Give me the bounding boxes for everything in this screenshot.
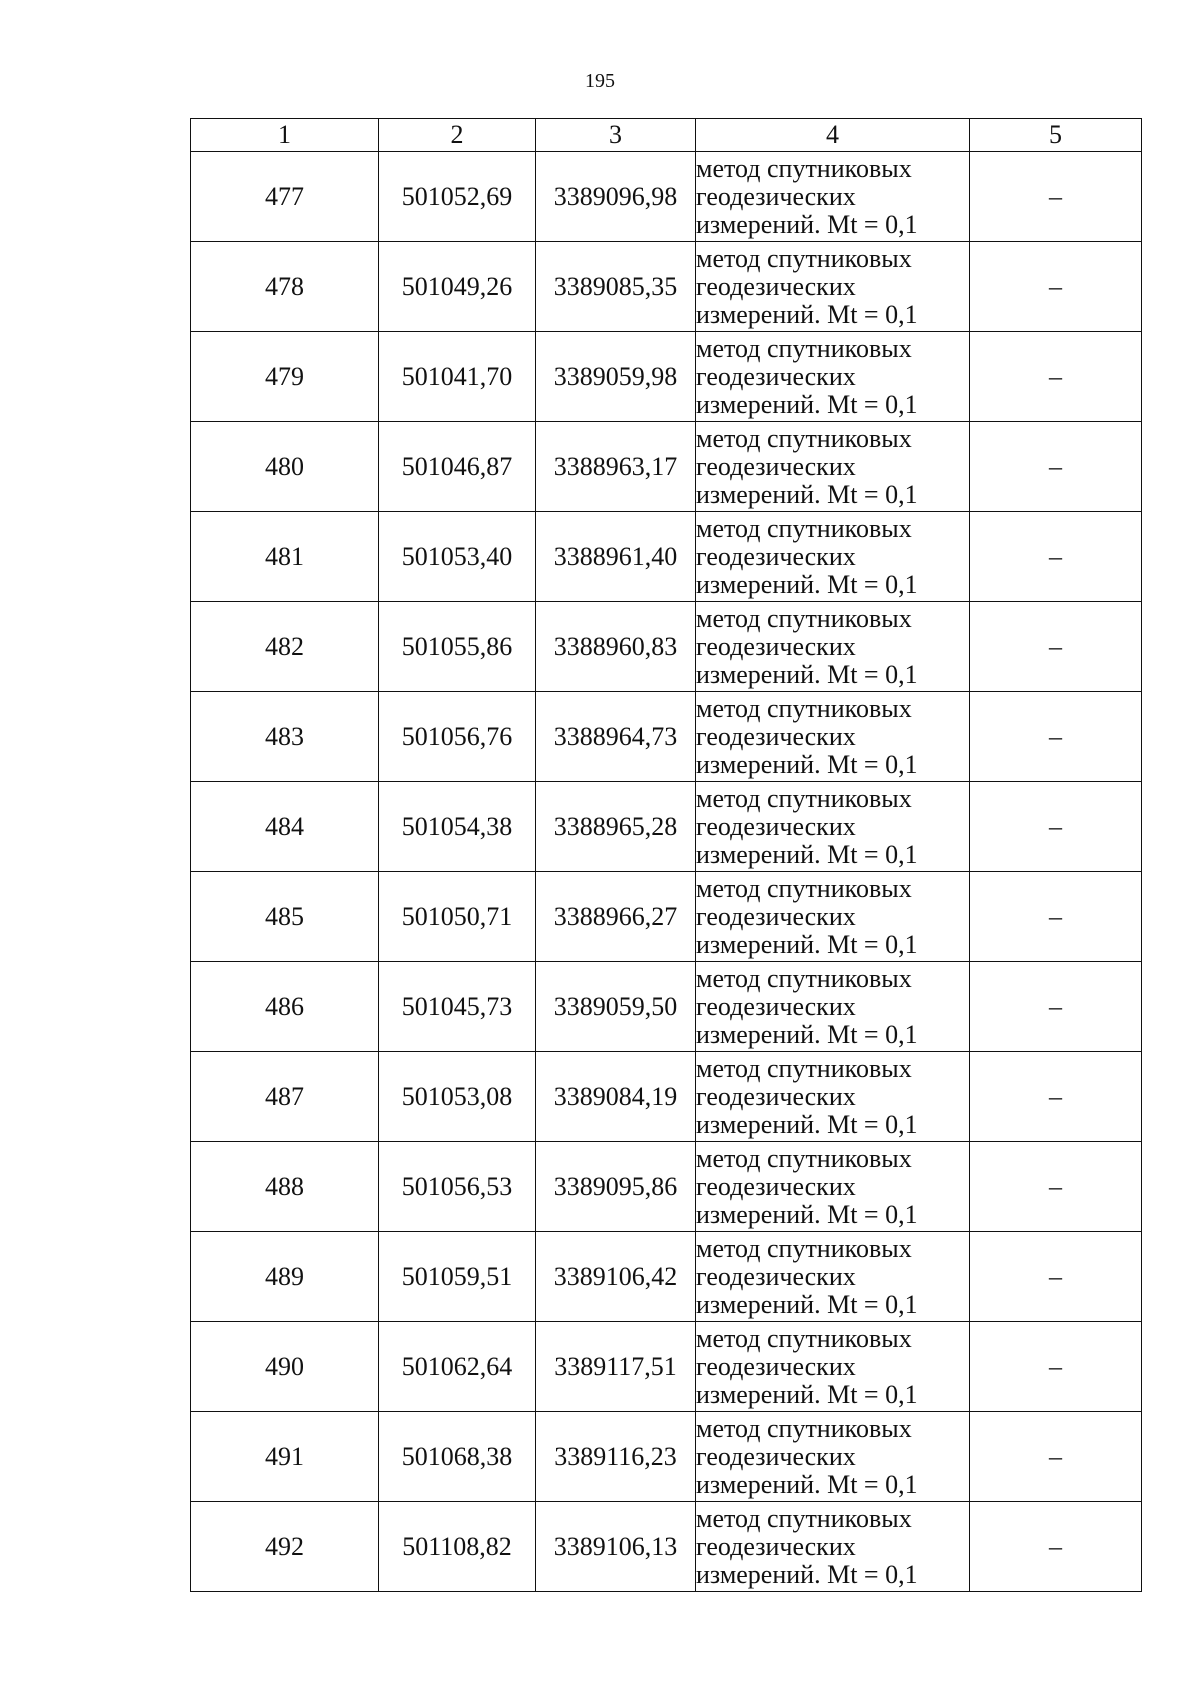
method-cell	[696, 512, 970, 602]
x-coordinate-cell: 501062,64	[379, 1322, 536, 1412]
table-row	[191, 962, 1142, 1052]
table-row	[191, 692, 1142, 782]
method-line: геодезических	[696, 901, 856, 931]
method-line: измерений. Mt = 0,1	[696, 569, 918, 599]
note-cell: –	[970, 1142, 1142, 1232]
point-number-cell: 489	[191, 1232, 379, 1322]
method-line: геодезических	[696, 1171, 856, 1201]
table-row	[191, 332, 1142, 422]
method-line: метод спутниковых	[696, 243, 912, 273]
method-line: метод спутниковых	[696, 1233, 912, 1263]
point-number-cell: 484	[191, 782, 379, 872]
method-line: геодезических	[696, 991, 856, 1021]
page-number: 195	[585, 70, 615, 92]
method-cell	[696, 1412, 970, 1502]
method-line: метод спутниковых	[696, 153, 912, 183]
point-number-cell: 486	[191, 962, 379, 1052]
header-row	[191, 119, 1142, 152]
y-coordinate-cell: 3388966,27	[536, 872, 696, 962]
note-cell: –	[970, 512, 1142, 602]
y-coordinate-cell: 3389084,19	[536, 1052, 696, 1142]
table-row	[191, 872, 1142, 962]
table-row	[191, 1232, 1142, 1322]
y-coordinate-cell: 3389116,23	[536, 1412, 696, 1502]
method-cell	[696, 1142, 970, 1232]
coordinates-table	[190, 118, 1142, 1592]
method-cell	[696, 332, 970, 422]
method-cell	[696, 1322, 970, 1412]
method-cell	[696, 692, 970, 782]
method-line: измерений. Mt = 0,1	[696, 1109, 918, 1139]
method-line: геодезических	[696, 1261, 856, 1291]
note-cell: –	[970, 1052, 1142, 1142]
point-number-cell: 482	[191, 602, 379, 692]
column-header-4: 4	[696, 119, 970, 152]
point-number-cell: 492	[191, 1502, 379, 1592]
method-line: геодезических	[696, 631, 856, 661]
table-row	[191, 152, 1142, 242]
point-number-cell: 491	[191, 1412, 379, 1502]
column-header-5: 5	[970, 119, 1142, 152]
method-cell	[696, 1052, 970, 1142]
method-line: измерений. Mt = 0,1	[696, 209, 918, 239]
x-coordinate-cell: 501046,87	[379, 422, 536, 512]
y-coordinate-cell: 3389085,35	[536, 242, 696, 332]
y-coordinate-cell: 3389096,98	[536, 152, 696, 242]
note-cell: –	[970, 242, 1142, 332]
method-line: метод спутниковых	[696, 783, 912, 813]
method-line: метод спутниковых	[696, 1053, 912, 1083]
x-coordinate-cell: 501056,76	[379, 692, 536, 782]
column-header-3: 3	[536, 119, 696, 152]
method-cell	[696, 422, 970, 512]
method-line: измерений. Mt = 0,1	[696, 389, 918, 419]
note-cell: –	[970, 1232, 1142, 1322]
method-line: геодезических	[696, 1081, 856, 1111]
point-number-cell: 478	[191, 242, 379, 332]
method-line: измерений. Mt = 0,1	[696, 1469, 918, 1499]
x-coordinate-cell: 501055,86	[379, 602, 536, 692]
method-cell	[696, 872, 970, 962]
point-number-cell: 490	[191, 1322, 379, 1412]
table-row	[191, 1142, 1142, 1232]
method-line: измерений. Mt = 0,1	[696, 1199, 918, 1229]
x-coordinate-cell: 501045,73	[379, 962, 536, 1052]
note-cell: –	[970, 872, 1142, 962]
note-cell: –	[970, 332, 1142, 422]
y-coordinate-cell: 3389106,42	[536, 1232, 696, 1322]
x-coordinate-cell: 501059,51	[379, 1232, 536, 1322]
method-line: метод спутниковых	[696, 423, 912, 453]
x-coordinate-cell: 501050,71	[379, 872, 536, 962]
table-row	[191, 1322, 1142, 1412]
y-coordinate-cell: 3388965,28	[536, 782, 696, 872]
method-line: метод спутниковых	[696, 693, 912, 723]
point-number-cell: 487	[191, 1052, 379, 1142]
method-line: геодезических	[696, 721, 856, 751]
note-cell: –	[970, 782, 1142, 872]
point-number-cell: 485	[191, 872, 379, 962]
method-line: метод спутниковых	[696, 1503, 912, 1533]
method-line: геодезических	[696, 451, 856, 481]
method-line: метод спутниковых	[696, 1143, 912, 1173]
column-header-1: 1	[191, 119, 379, 152]
y-coordinate-cell: 3389095,86	[536, 1142, 696, 1232]
method-cell	[696, 242, 970, 332]
x-coordinate-cell: 501054,38	[379, 782, 536, 872]
method-line: метод спутниковых	[696, 963, 912, 993]
method-line: метод спутниковых	[696, 333, 912, 363]
method-line: измерений. Mt = 0,1	[696, 1559, 918, 1589]
table-row	[191, 602, 1142, 692]
note-cell: –	[970, 1412, 1142, 1502]
method-line: измерений. Mt = 0,1	[696, 839, 918, 869]
method-line: геодезических	[696, 1441, 856, 1471]
x-coordinate-cell: 501049,26	[379, 242, 536, 332]
method-cell	[696, 1502, 970, 1592]
method-line: измерений. Mt = 0,1	[696, 749, 918, 779]
method-cell	[696, 1232, 970, 1322]
note-cell: –	[970, 1502, 1142, 1592]
table-row	[191, 1502, 1142, 1592]
table-row	[191, 242, 1142, 332]
column-header-2: 2	[379, 119, 536, 152]
method-line: метод спутниковых	[696, 1323, 912, 1353]
method-line: измерений. Mt = 0,1	[696, 299, 918, 329]
point-number-cell: 479	[191, 332, 379, 422]
y-coordinate-cell: 3389106,13	[536, 1502, 696, 1592]
table-body	[191, 152, 1142, 1592]
y-coordinate-cell: 3388963,17	[536, 422, 696, 512]
method-line: метод спутниковых	[696, 513, 912, 543]
method-cell	[696, 602, 970, 692]
note-cell: –	[970, 692, 1142, 782]
x-coordinate-cell: 501041,70	[379, 332, 536, 422]
table-row	[191, 1412, 1142, 1502]
x-coordinate-cell: 501056,53	[379, 1142, 536, 1232]
point-number-cell: 477	[191, 152, 379, 242]
note-cell: –	[970, 1322, 1142, 1412]
table-row	[191, 1052, 1142, 1142]
method-line: геодезических	[696, 1351, 856, 1381]
x-coordinate-cell: 501068,38	[379, 1412, 536, 1502]
table-row	[191, 512, 1142, 602]
x-coordinate-cell: 501108,82	[379, 1502, 536, 1592]
x-coordinate-cell: 501053,08	[379, 1052, 536, 1142]
method-line: геодезических	[696, 541, 856, 571]
method-line: измерений. Mt = 0,1	[696, 1289, 918, 1319]
y-coordinate-cell: 3389117,51	[536, 1322, 696, 1412]
method-line: геодезических	[696, 271, 856, 301]
method-line: измерений. Mt = 0,1	[696, 659, 918, 689]
method-line: измерений. Mt = 0,1	[696, 479, 918, 509]
method-line: метод спутниковых	[696, 603, 912, 633]
method-line: метод спутниковых	[696, 1413, 912, 1443]
y-coordinate-cell: 3388961,40	[536, 512, 696, 602]
point-number-cell: 481	[191, 512, 379, 602]
note-cell: –	[970, 152, 1142, 242]
method-line: геодезических	[696, 811, 856, 841]
method-line: измерений. Mt = 0,1	[696, 1019, 918, 1049]
method-cell	[696, 962, 970, 1052]
x-coordinate-cell: 501053,40	[379, 512, 536, 602]
point-number-cell: 488	[191, 1142, 379, 1232]
point-number-cell: 483	[191, 692, 379, 782]
table-row	[191, 422, 1142, 512]
y-coordinate-cell: 3389059,50	[536, 962, 696, 1052]
note-cell: –	[970, 422, 1142, 512]
point-number-cell: 480	[191, 422, 379, 512]
note-cell: –	[970, 602, 1142, 692]
table-row	[191, 782, 1142, 872]
method-line: геодезических	[696, 1531, 856, 1561]
x-coordinate-cell: 501052,69	[379, 152, 536, 242]
method-line: геодезических	[696, 181, 856, 211]
method-line: геодезических	[696, 361, 856, 391]
method-line: измерений. Mt = 0,1	[696, 929, 918, 959]
method-cell	[696, 152, 970, 242]
y-coordinate-cell: 3388964,73	[536, 692, 696, 782]
y-coordinate-cell: 3388960,83	[536, 602, 696, 692]
method-cell	[696, 782, 970, 872]
method-line: метод спутниковых	[696, 873, 912, 903]
method-line: измерений. Mt = 0,1	[696, 1379, 918, 1409]
y-coordinate-cell: 3389059,98	[536, 332, 696, 422]
note-cell: –	[970, 962, 1142, 1052]
